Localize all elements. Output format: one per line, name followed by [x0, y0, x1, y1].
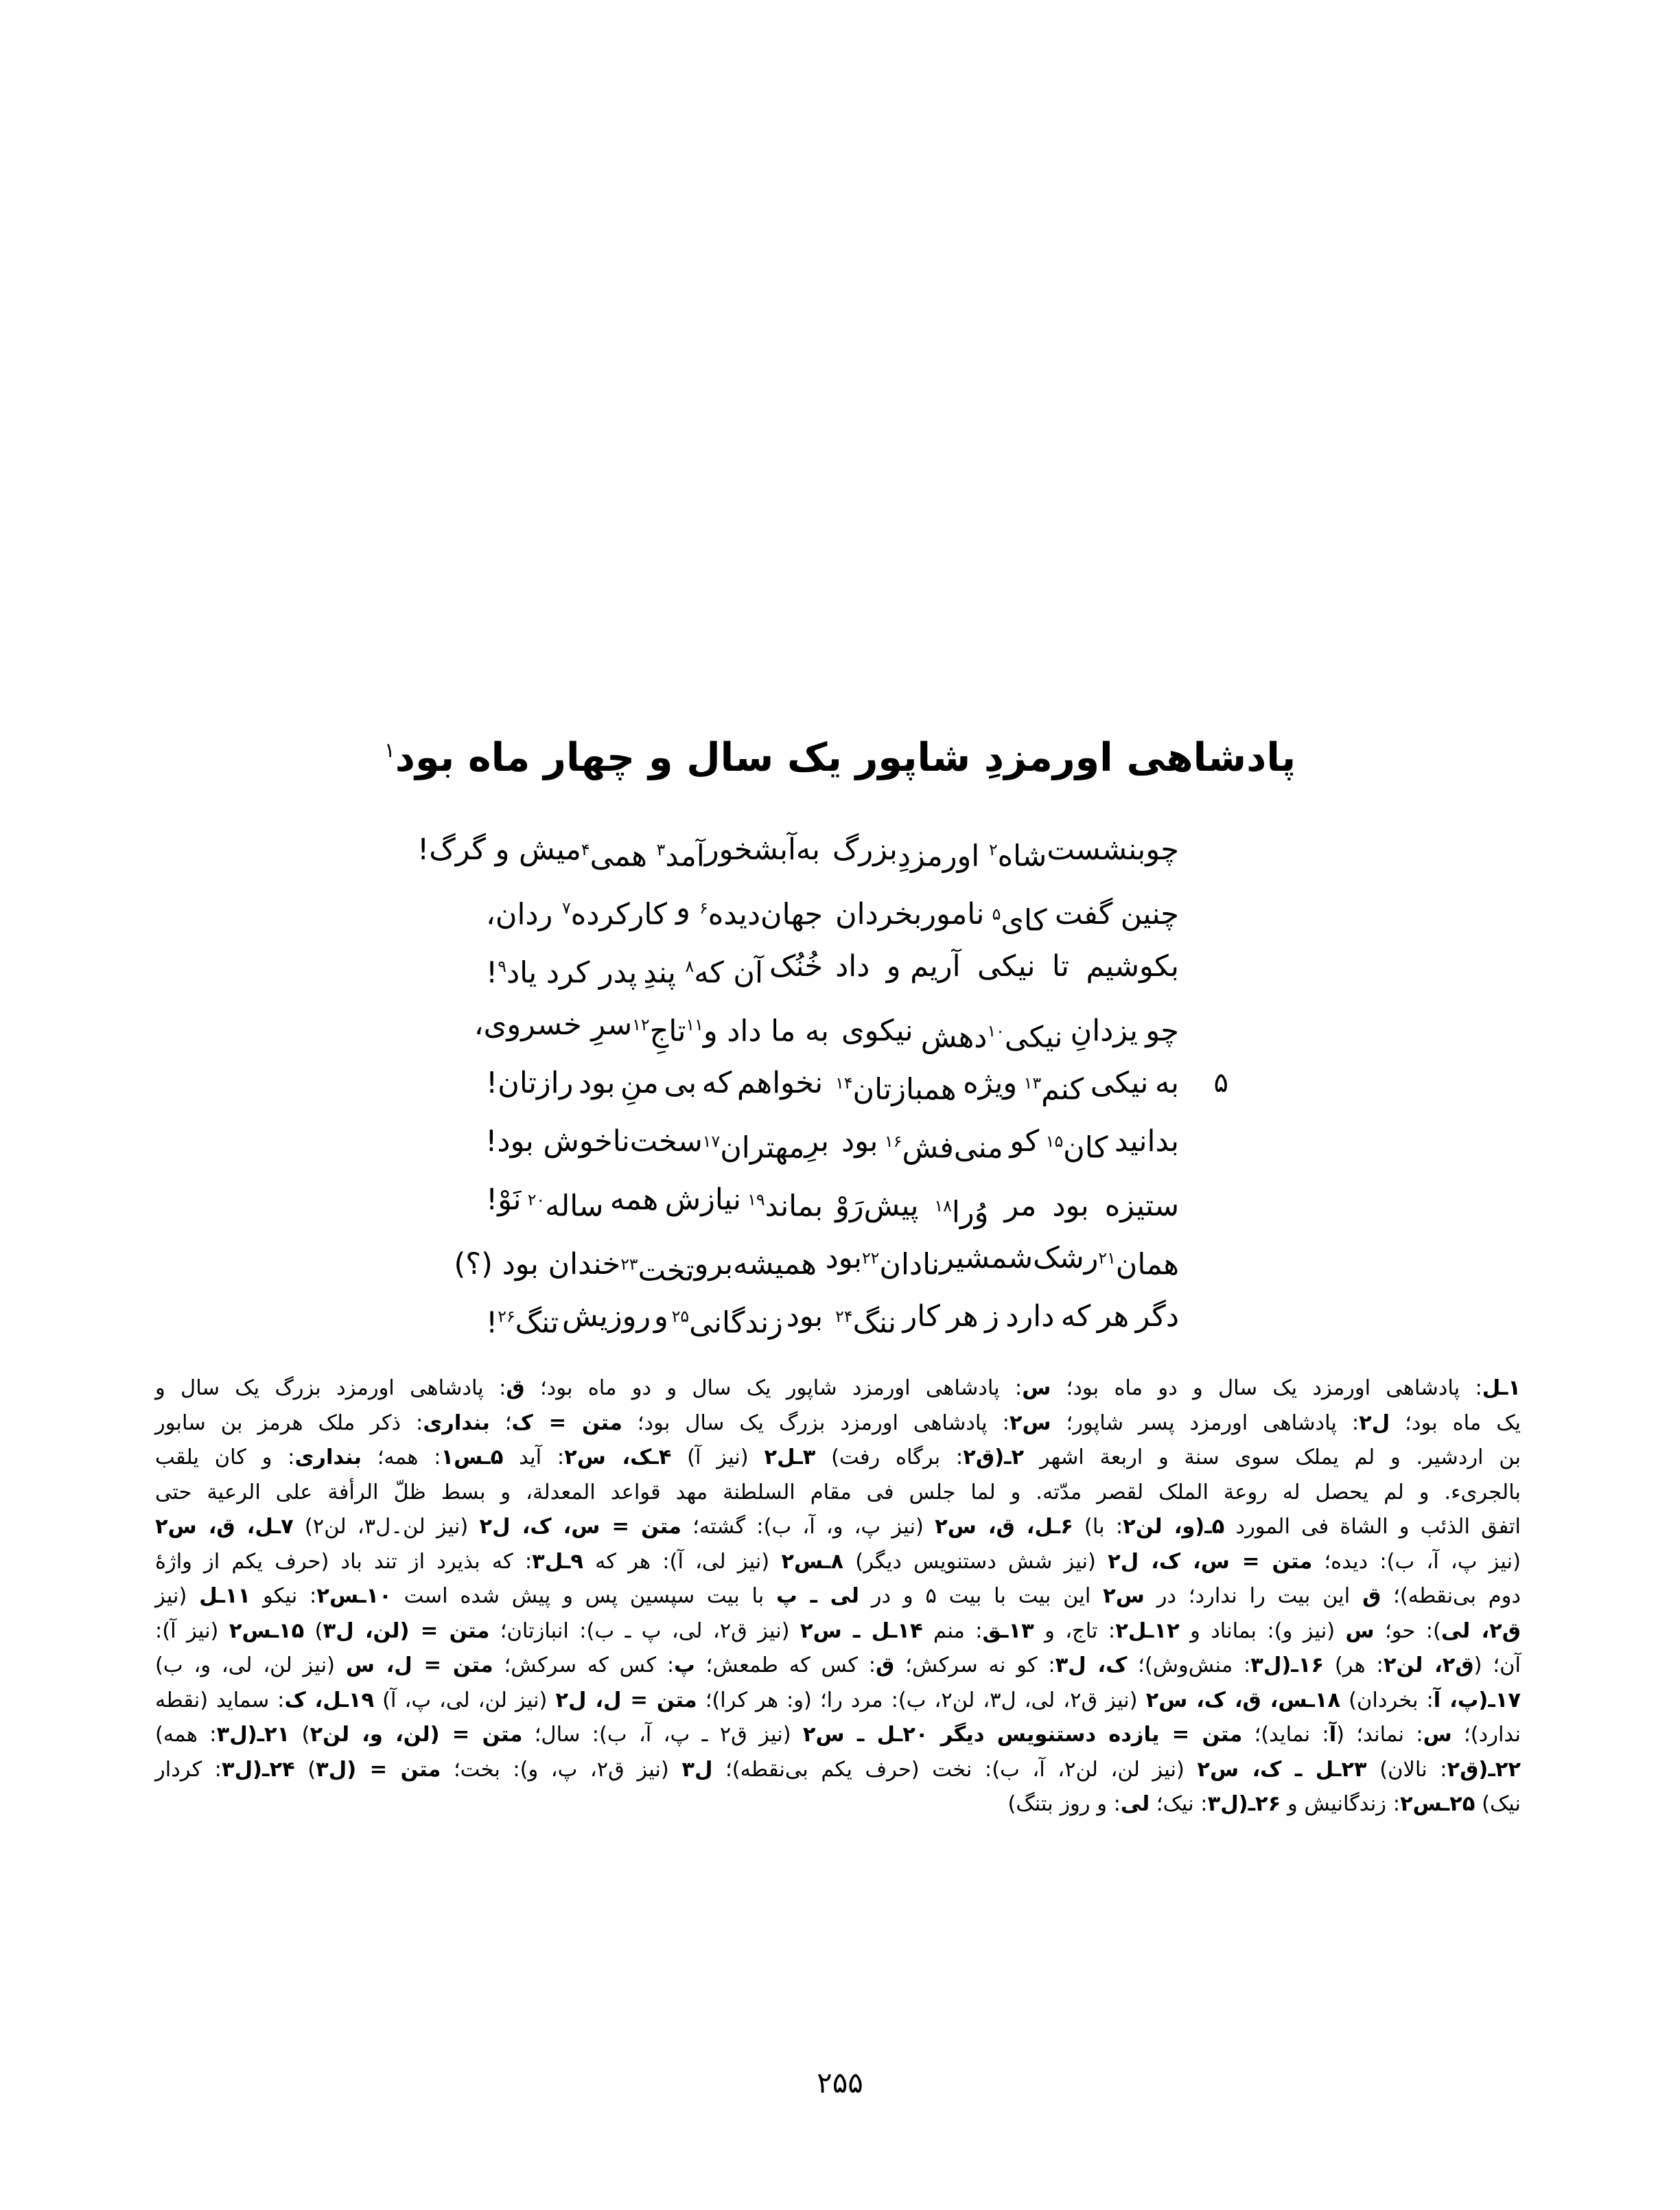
hemistich-word: بود [786, 1299, 824, 1334]
hemistich-word: پدر کرد یاد$^۹$! [486, 955, 638, 990]
apparatus-line: (نیز پ، آ، ب): دیده؛ متن = س، ک، ل۲ (نیز شش دستنویس دیگر) ۸ـس۲ (نیز لی، آ): هر که ۹ـل۳: که بذیرد از تند باد (حرف یکم از واژهٔ [155, 1549, 1521, 1574]
apparatus-line: بالجری‌ء. و لم یحصل له روعة الملک لقصر مدّته. و لما جلس فی مقام السلطنة مهد قواعد المعدلة، و بسط ظلّ الرأفة علی الرعیة حتی [155, 1480, 1521, 1504]
hemistich-word: نیکی$^{۱۰}$دهش [920, 1020, 1063, 1055]
hemistich-word: به [795, 833, 820, 867]
hemistich-word: بکوشیم [1086, 949, 1179, 984]
hemistich-word: به ما داد و$^{۱۱}$ [686, 1014, 829, 1049]
hemistich-word: نیکی [977, 949, 1036, 984]
hemistich-left [486, 1171, 823, 1235]
hemistich-word: به [1154, 1066, 1179, 1100]
hemistich-word: کارکرده$^۷$ ردان، [486, 897, 667, 932]
hemistich-word: ناموربخردان [835, 897, 985, 932]
hemistich-word: یزدانِ [1070, 1014, 1138, 1049]
hemistich-word: همبازتان$^{۱۴}$ [835, 1072, 957, 1107]
page-number: ۲۵۵ [817, 2066, 863, 2100]
hemistich-word: کار [902, 1299, 940, 1334]
hemistich-left [486, 1113, 829, 1177]
hemistich-word: زندگانی$^{۲۵}$ [671, 1305, 783, 1340]
hemistich-word: دارد [1005, 1299, 1055, 1334]
hemistich-word: ز [985, 1299, 999, 1334]
hemistich-word: چنین [1120, 897, 1179, 932]
hemistich-word: کان$^{۱۵}$ [1045, 1130, 1108, 1165]
hemistich-word: بود [1052, 1189, 1089, 1224]
hemistich-word: برو [694, 1247, 734, 1282]
hemistich-word: آن که$^۸$ پندِ [643, 955, 763, 990]
hemistich-word: منِ [620, 1066, 659, 1100]
hemistich-word: ساله$^{۲۰}$ [527, 1189, 604, 1224]
hemistich-word: نادان$^{۲۲}$ [861, 1247, 940, 1282]
hemistich-word: مهتران$^{۱۷}$ [702, 1130, 805, 1165]
hemistich-word: ویژه [963, 1066, 1018, 1100]
hemistich-word: بود [579, 1066, 616, 1100]
hemistich-right [829, 1113, 1179, 1177]
hemistich-word: که [1060, 1299, 1091, 1334]
hemistich-word: چو [1145, 1014, 1179, 1049]
apparatus-line: یک ماه بود؛ ل۲: پادشاهی اورمزد پسر شاپور؛ س۲: پادشاهی اورمزد بزرگ یک سال بود؛ متن = ک؛ بنداری: ذکر ملک هرمز بن سابور [155, 1410, 1521, 1435]
verse-row [486, 938, 1179, 996]
hemistich-word: همه [609, 1183, 659, 1217]
apparatus-line: بن اردشیر. و لم یملک سوی سنة و اربعة اشهر ۲ـ(ق۲: برگاه رفت) ۳ـل۲ (نیز آ) ۴ـک، س۲: آید ۵ـس۱: همه؛ بنداری: و كان يلقب [155, 1445, 1521, 1469]
hemistich-word: داد [835, 949, 870, 984]
hemistich-word: بود [841, 1124, 878, 1159]
hemistich-word: کای$^۵$ [992, 903, 1047, 938]
hemistich-word: ستیزه [1104, 1189, 1179, 1224]
hemistich-word: آبشخور [704, 833, 796, 867]
hemistich-right [823, 938, 1179, 996]
hemistich-word: بماند$^{۱۹}$ [747, 1189, 824, 1224]
hemistich-word: سخت [629, 1124, 703, 1159]
apparatus-line: ندارد)؛ س: نماند؛ (آ: نماید)؛ متن = یازده دستنویس دیگر ۲۰ـل ـ س۲ (نیز ق۲ ـ پ، آ، ب): سال؛ متن = (لن، و، لن۲) ۲۱ـ(ل۳: همه) [155, 1723, 1521, 1747]
hemistich-right [823, 1288, 1179, 1352]
hemistich-left [417, 821, 820, 885]
hemistich-word: گفت [1054, 897, 1113, 932]
apparatus-line: اتفق الذئب و الشاة فی المورد ۵ـ(و، لن۲: با) ۶ـل، ق، س۲ (نیز پ، و، آ، ب): گشته؛ متن = س، ک، ل۲ (نیز لن۔ل۳، لن۲) ۷ـل، ق، س۲ [155, 1515, 1521, 1539]
hemistich-word: رازتان! [486, 1066, 574, 1100]
verse-row [474, 996, 1179, 1055]
hemistich-left [474, 996, 829, 1060]
hemistich-left [486, 1288, 823, 1352]
hemistich-word: بزرگ [832, 833, 898, 867]
hemistich-right [817, 1229, 1179, 1294]
apparatus-line: ۱۷ـ(پ، آ: بخردان) ۱۸ـس، ق، ک، س۲ (نیز ق۲، لی، ل۳، لن۲، ب): مرد را؛ (و: هر کرا)؛ متن = ل، ل۲ (نیز لن، لی، پ، آ) ۱۹ـل، ک: سماید (نقطه [155, 1688, 1521, 1712]
hemistich-word: آریم و [886, 949, 961, 984]
hemistich-word: ناخوش بود! [485, 1124, 630, 1159]
verse-block [417, 821, 1228, 1346]
hemistich-word: آمد$^۳$ همی$^۴$ [581, 839, 705, 874]
hemistich-word: بی [664, 1066, 697, 1100]
hemistich-word: بنشست [1047, 833, 1146, 867]
hemistich-word: کو [1010, 1124, 1040, 1159]
hemistich-word: بدانید [1115, 1124, 1179, 1159]
hemistich-word: و [654, 1299, 668, 1334]
hemistich-word: تنگ$^{۲۶}$! [486, 1305, 559, 1340]
hemistich-word: نیکی [1090, 1066, 1149, 1100]
hemistich-word: بود [825, 1241, 862, 1275]
hemistich-word: تخت$^{۲۳}$ [620, 1253, 695, 1288]
hemistich-word: چو [1145, 833, 1179, 867]
hemistich-word: که [701, 1066, 732, 1100]
hemistich-word: دگر [1135, 1299, 1179, 1334]
hemistich-word: نیازش [664, 1183, 741, 1217]
hemistich-word: ننگ$^{۲۴}$ [835, 1305, 896, 1340]
hemistich-word: نیکوی [841, 1014, 913, 1049]
hemistich-word: مر [1004, 1189, 1037, 1224]
hemistich-word: روزیش [562, 1299, 651, 1334]
hemistich-word: همان$^{۲۱}$ [1098, 1247, 1179, 1282]
verse-row [486, 1171, 1179, 1229]
hemistich-word: شمشیر [940, 1241, 1034, 1275]
verse-row [417, 821, 1179, 879]
hemistich-left [486, 938, 823, 1002]
apparatus-line: آن؛ (ق۲، لن۲: هر) ۱۶ـ(ل۳: منش‌وش)؛ ک، ل۳: کو نه سرکش؛ ق: کس که طمعش؛ پ: کس که سرکش؛ متن = ل، س (نیز لن، لی، و، ب) [155, 1653, 1521, 1677]
hemistich-word: و [676, 891, 690, 925]
verse-row [486, 1113, 1179, 1171]
page-title [0, 732, 1680, 784]
hemistich-word: منی‌فش$^{۱۶}$ [885, 1130, 1003, 1165]
hemistich-word: تا [1051, 949, 1069, 984]
hemistich-right [820, 821, 1179, 885]
textual-apparatus [155, 1371, 1521, 1822]
hemistich-word: نخواهم [736, 1066, 824, 1100]
page-title-note-marker: ۱ [384, 738, 395, 763]
hemistich-word: نَوْ! [486, 1183, 522, 1217]
verse-row [486, 1288, 1179, 1346]
verse-row [486, 879, 1179, 938]
verse-row [454, 1229, 1179, 1288]
apparatus-line: دوم بی‌نقطه)؛ ق این بیت را ندارد؛ در س۲ این بیت با بیت ۵ و در لی ـ پ با بیت سپسین پس و پیش شده است ۱۰ـس۲: نیکو ۱۱ـل (نیز [155, 1584, 1521, 1608]
hemistich-word: رشک [1033, 1241, 1099, 1275]
hemistich-word: همیشه [733, 1247, 817, 1282]
hemistich-word: خُنُک [769, 949, 824, 984]
verse-line-number: ۵ [1213, 1067, 1228, 1099]
apparatus-line: نیک) ۲۵ـس۲: زندگانیش و ۲۶ـ(ل۳: نیک؛ لی: و روز بتنگ) [1007, 1792, 1521, 1816]
hemistich-word: خندان بود (؟) [454, 1247, 621, 1282]
hemistich-right [823, 1054, 1179, 1119]
hemistich-word: کنم$^{۱۳}$ [1023, 1072, 1084, 1107]
hemistich-word: سرِ خسروی، [474, 1008, 633, 1042]
verse-row [486, 1054, 1228, 1113]
hemistich-left [486, 879, 823, 944]
hemistich-word: تاجِ$^{۱۲}$ [632, 1014, 686, 1049]
hemistich-word: شاه$^۲$ اورمزدِ [897, 839, 1047, 874]
hemistich-word: وُرا$^{۱۸}$ [934, 1195, 989, 1230]
apparatus-line: ق۲، لی): حو؛ س (نیز و): بماناد و ۱۲ـل۲: تاج، و ۱۳ـق: منم ۱۴ـل ـ س۲ (نیز ق۲، لی، پ ـ ب): انبازتان؛ متن = (لن، ل۳) ۱۵ـس۲ (نیز آ): [155, 1618, 1521, 1643]
apparatus-line: ۲۲ـ(ق۲: نالان) ۲۳ـل ـ ک، س۲ (نیز لن، لن۲، آ، ب): نخت (حرف یکم بی‌نقطه)؛ ل۳ (نیز ق۲، پ، و): بخت؛ متن = (ل۳) ۲۴ـ(ل۳: کردار [155, 1757, 1521, 1782]
hemistich-left [486, 1054, 823, 1113]
hemistich-word: پیش‌رَوْ [835, 1189, 919, 1224]
apparatus-line: ۱ـل: پادشاهی اورمزد یک سال و دو ماه بود؛ س: پادشاهی اورمزد شاپور یک سال و دو ماه بود؛ ق: پادشاهی اورمزد بزرگ یک سال و [155, 1376, 1521, 1400]
hemistich-word: هر [1097, 1299, 1130, 1334]
hemistich-word: برِ [804, 1124, 829, 1159]
hemistich-word: میش و گرگ! [417, 833, 581, 867]
hemistich-word: هر [946, 1299, 979, 1334]
hemistich-word: جهان‌دیده$^۶$ [699, 897, 824, 932]
page-title-text: پادشاهی اورمزدِ شاپور یک سال و چهار ماه بود [395, 735, 1296, 781]
